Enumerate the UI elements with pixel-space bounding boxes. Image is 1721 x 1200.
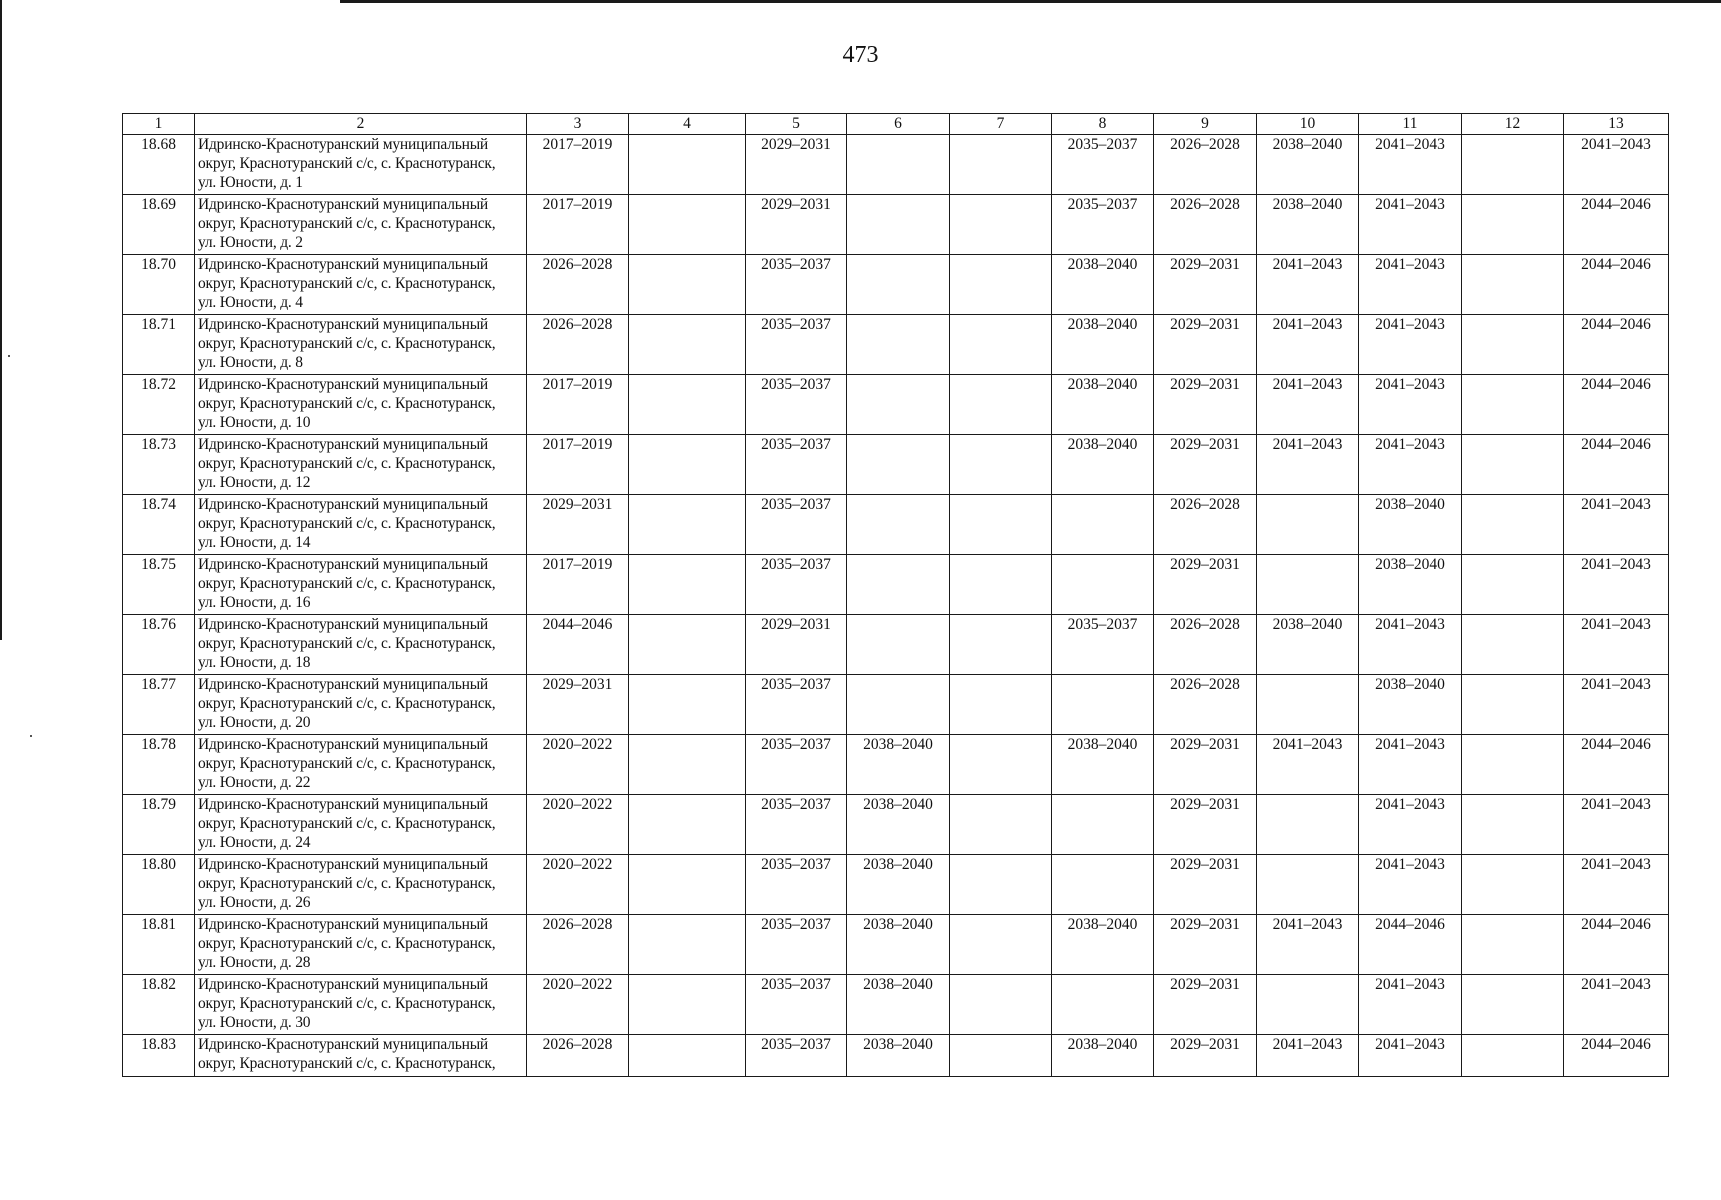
period-cell-col-9: 2026–2028 [1154,675,1257,735]
scan-speck [8,355,10,357]
period-cell-col-7 [950,915,1052,975]
scan-speck [30,735,32,737]
table-row [123,675,1669,735]
period-cell-col-3: 2029–2031 [527,675,629,735]
period-cell-col-4 [629,555,746,615]
period-cell-col-12 [1462,555,1564,615]
period-cell-col-6 [847,435,950,495]
address-line: округ, Краснотуранский с/с, с. Краснотуранск, [198,515,496,532]
period-cell-col-6: 2038–2040 [847,915,950,975]
period-cell-col-12 [1462,495,1564,555]
period-cell-col-9: 2029–2031 [1154,735,1257,795]
address-line: округ, Краснотуранский с/с, с. Краснотуранск, [198,155,496,172]
period-cell-col-6 [847,315,950,375]
period-cell-col-10 [1257,975,1359,1035]
period-cell-col-4 [629,795,746,855]
period-cell-col-3: 2026–2028 [527,255,629,315]
period-cell-col-4 [629,315,746,375]
period-cell-col-4 [629,675,746,735]
address-line: Идринско-Краснотуранский муниципальный [198,496,489,513]
period-cell-col-13: 2044–2046 [1564,315,1669,375]
address-cell [195,675,527,735]
row-number-cell: 18.68 [123,135,195,195]
period-cell-col-7 [950,195,1052,255]
period-cell-col-13: 2041–2043 [1564,855,1669,915]
table-row [123,915,1669,975]
period-cell-col-13: 2044–2046 [1564,375,1669,435]
period-cell-col-5: 2035–2037 [746,855,847,915]
period-cell-col-7 [950,435,1052,495]
period-cell-col-10: 2041–2043 [1257,735,1359,795]
column-header-3: 3 [527,114,629,135]
period-cell-col-7 [950,555,1052,615]
period-cell-col-11: 2041–2043 [1359,375,1462,435]
period-cell-col-3: 2020–2022 [527,975,629,1035]
period-cell-col-5: 2035–2037 [746,975,847,1035]
period-cell-col-12 [1462,135,1564,195]
address-line: округ, Краснотуранский с/с, с. Краснотуранск, [198,575,496,592]
address-cell [195,435,527,495]
period-cell-col-6 [847,675,950,735]
period-cell-col-4 [629,615,746,675]
period-cell-col-12 [1462,615,1564,675]
period-cell-col-7 [950,315,1052,375]
period-cell-col-10: 2041–2043 [1257,255,1359,315]
period-cell-col-8: 2038–2040 [1052,435,1154,495]
period-cell-col-6 [847,495,950,555]
period-cell-col-9: 2029–2031 [1154,255,1257,315]
address-line: ул. Юности, д. 14 [198,534,311,551]
address-line: ул. Юности, д. 22 [198,774,311,791]
period-cell-col-7 [950,615,1052,675]
period-cell-col-8: 2038–2040 [1052,915,1154,975]
period-cell-col-8: 2035–2037 [1052,615,1154,675]
period-cell-col-7 [950,1035,1052,1077]
address-line: Идринско-Краснотуранский муниципальный [198,196,489,213]
row-number-cell: 18.70 [123,255,195,315]
period-cell-col-8: 2038–2040 [1052,1035,1154,1077]
address-line: Идринско-Краснотуранский муниципальный [198,736,489,753]
address-line: округ, Краснотуранский с/с, с. Краснотуранск, [198,455,496,472]
address-line: Идринско-Краснотуранский муниципальный [198,316,489,333]
address-cell [195,615,527,675]
row-number-cell: 18.81 [123,915,195,975]
period-cell-col-11: 2044–2046 [1359,915,1462,975]
period-cell-col-6 [847,555,950,615]
period-cell-col-6: 2038–2040 [847,735,950,795]
table-row [123,615,1669,675]
column-header-8: 8 [1052,114,1154,135]
period-cell-col-9: 2029–2031 [1154,975,1257,1035]
period-cell-col-3: 2017–2019 [527,555,629,615]
period-cell-col-9: 2029–2031 [1154,915,1257,975]
period-cell-col-5: 2035–2037 [746,555,847,615]
period-cell-col-8: 2038–2040 [1052,735,1154,795]
period-cell-col-7 [950,135,1052,195]
address-cell [195,1035,527,1077]
period-cell-col-7 [950,975,1052,1035]
period-cell-col-8: 2038–2040 [1052,375,1154,435]
period-cell-col-5: 2035–2037 [746,315,847,375]
column-header-5: 5 [746,114,847,135]
period-cell-col-8 [1052,795,1154,855]
period-cell-col-4 [629,495,746,555]
period-cell-col-11: 2038–2040 [1359,555,1462,615]
period-cell-col-9: 2029–2031 [1154,855,1257,915]
address-cell [195,735,527,795]
column-header-10: 10 [1257,114,1359,135]
period-cell-col-3: 2026–2028 [527,1035,629,1077]
address-line: округ, Краснотуранский с/с, с. Краснотуранск, [198,815,496,832]
period-cell-col-4 [629,435,746,495]
address-cell [195,795,527,855]
address-line: Идринско-Краснотуранский муниципальный [198,136,489,153]
period-cell-col-5: 2029–2031 [746,195,847,255]
address-cell [195,315,527,375]
address-line: ул. Юности, д. 1 [198,174,303,191]
period-cell-col-13: 2044–2046 [1564,1035,1669,1077]
period-cell-col-12 [1462,915,1564,975]
address-line: Идринско-Краснотуранский муниципальный [198,796,489,813]
address-line: Идринско-Краснотуранский муниципальный [198,556,489,573]
address-line: Идринско-Краснотуранский муниципальный [198,376,489,393]
period-cell-col-11: 2041–2043 [1359,255,1462,315]
period-cell-col-8: 2038–2040 [1052,255,1154,315]
period-cell-col-13: 2044–2046 [1564,435,1669,495]
period-cell-col-3: 2029–2031 [527,495,629,555]
period-cell-col-10: 2041–2043 [1257,1035,1359,1077]
period-cell-col-11: 2041–2043 [1359,315,1462,375]
address-cell [195,855,527,915]
address-line: Идринско-Краснотуранский муниципальный [198,616,489,633]
period-cell-col-10 [1257,495,1359,555]
period-cell-col-13: 2044–2046 [1564,255,1669,315]
address-cell [195,495,527,555]
table-row [123,435,1669,495]
address-line: ул. Юности, д. 2 [198,234,303,251]
period-cell-col-8 [1052,555,1154,615]
table-header [123,114,1669,135]
period-cell-col-9: 2029–2031 [1154,1035,1257,1077]
address-line: округ, Краснотуранский с/с, с. Краснотуранск, [198,275,496,292]
address-line: ул. Юности, д. 26 [198,894,311,911]
address-line: Идринско-Краснотуранский муниципальный [198,856,489,873]
period-cell-col-5: 2035–2037 [746,255,847,315]
table-row [123,555,1669,615]
period-cell-col-3: 2020–2022 [527,855,629,915]
address-line: округ, Краснотуранский с/с, с. Краснотуранск, [198,635,496,652]
period-cell-col-10 [1257,795,1359,855]
period-cell-col-6: 2038–2040 [847,855,950,915]
period-cell-col-10: 2038–2040 [1257,615,1359,675]
period-cell-col-3: 2017–2019 [527,195,629,255]
table-row [123,1035,1669,1077]
period-cell-col-9: 2029–2031 [1154,375,1257,435]
period-cell-col-4 [629,915,746,975]
period-cell-col-9: 2029–2031 [1154,795,1257,855]
period-cell-col-12 [1462,795,1564,855]
table-row [123,195,1669,255]
address-line: ул. Юности, д. 28 [198,954,311,971]
column-header-1: 1 [123,114,195,135]
period-cell-col-10: 2041–2043 [1257,915,1359,975]
address-line: округ, Краснотуранский с/с, с. Краснотуранск, [198,215,496,232]
table-row [123,735,1669,795]
address-line: ул. Юности, д. 24 [198,834,311,851]
period-cell-col-4 [629,195,746,255]
address-cell [195,555,527,615]
period-cell-col-12 [1462,255,1564,315]
period-cell-col-8: 2038–2040 [1052,315,1154,375]
column-header-11: 11 [1359,114,1462,135]
period-cell-col-9: 2029–2031 [1154,315,1257,375]
address-line: ул. Юности, д. 12 [198,474,311,491]
period-cell-col-6: 2038–2040 [847,975,950,1035]
column-header-2: 2 [195,114,527,135]
period-cell-col-4 [629,1035,746,1077]
period-cell-col-7 [950,675,1052,735]
period-cell-col-10 [1257,675,1359,735]
period-cell-col-12 [1462,735,1564,795]
period-cell-col-7 [950,795,1052,855]
period-cell-col-10: 2041–2043 [1257,435,1359,495]
period-cell-col-13: 2044–2046 [1564,915,1669,975]
address-line: ул. Юности, д. 18 [198,654,311,671]
period-cell-col-7 [950,735,1052,795]
table-row [123,375,1669,435]
schedule-table [122,113,1669,1077]
row-number-cell: 18.77 [123,675,195,735]
period-cell-col-8: 2035–2037 [1052,195,1154,255]
address-line: ул. Юности, д. 8 [198,354,303,371]
period-cell-col-3: 2020–2022 [527,795,629,855]
period-cell-col-9: 2026–2028 [1154,135,1257,195]
address-line: округ, Краснотуранский с/с, с. Краснотуранск, [198,395,496,412]
period-cell-col-8 [1052,675,1154,735]
period-cell-col-11: 2038–2040 [1359,495,1462,555]
period-cell-col-3: 2026–2028 [527,915,629,975]
address-line: Идринско-Краснотуранский муниципальный [198,1036,489,1053]
period-cell-col-8 [1052,975,1154,1035]
period-cell-col-4 [629,135,746,195]
address-line: ул. Юности, д. 20 [198,714,311,731]
column-header-12: 12 [1462,114,1564,135]
period-cell-col-13: 2041–2043 [1564,675,1669,735]
top-border-line [340,0,1721,3]
period-cell-col-13: 2044–2046 [1564,195,1669,255]
period-cell-col-12 [1462,975,1564,1035]
table-row [123,255,1669,315]
row-number-cell: 18.82 [123,975,195,1035]
period-cell-col-7 [950,375,1052,435]
period-cell-col-10: 2041–2043 [1257,315,1359,375]
address-line: Идринско-Краснотуранский муниципальный [198,916,489,933]
period-cell-col-6 [847,195,950,255]
period-cell-col-3: 2020–2022 [527,735,629,795]
period-cell-col-6 [847,375,950,435]
period-cell-col-13: 2041–2043 [1564,495,1669,555]
address-cell [195,915,527,975]
column-header-9: 9 [1154,114,1257,135]
address-cell [195,975,527,1035]
period-cell-col-11: 2041–2043 [1359,975,1462,1035]
row-number-cell: 18.69 [123,195,195,255]
table-row [123,315,1669,375]
row-number-cell: 18.78 [123,735,195,795]
table-row [123,135,1669,195]
address-line: округ, Краснотуранский с/с, с. Краснотуранск, [198,695,496,712]
period-cell-col-5: 2029–2031 [746,615,847,675]
address-line: Идринско-Краснотуранский муниципальный [198,676,489,693]
period-cell-col-9: 2026–2028 [1154,495,1257,555]
address-line: округ, Краснотуранский с/с, с. Краснотуранск, [198,335,496,352]
period-cell-col-12 [1462,1035,1564,1077]
period-cell-col-13: 2041–2043 [1564,795,1669,855]
row-number-cell: 18.72 [123,375,195,435]
period-cell-col-6: 2038–2040 [847,795,950,855]
period-cell-col-10 [1257,855,1359,915]
period-cell-col-11: 2041–2043 [1359,135,1462,195]
address-line: округ, Краснотуранский с/с, с. Краснотуранск, [198,935,496,952]
table-row [123,495,1669,555]
period-cell-col-5: 2029–2031 [746,135,847,195]
period-cell-col-3: 2017–2019 [527,435,629,495]
period-cell-col-11: 2041–2043 [1359,795,1462,855]
period-cell-col-5: 2035–2037 [746,1035,847,1077]
period-cell-col-4 [629,735,746,795]
address-line: Идринско-Краснотуранский муниципальный [198,976,489,993]
period-cell-col-10: 2038–2040 [1257,135,1359,195]
period-cell-col-11: 2041–2043 [1359,855,1462,915]
address-cell [195,375,527,435]
period-cell-col-11: 2041–2043 [1359,615,1462,675]
address-line: ул. Юности, д. 10 [198,414,311,431]
period-cell-col-4 [629,975,746,1035]
column-header-6: 6 [847,114,950,135]
period-cell-col-5: 2035–2037 [746,795,847,855]
address-line: ул. Юности, д. 30 [198,1014,311,1031]
period-cell-col-6 [847,135,950,195]
period-cell-col-11: 2038–2040 [1359,675,1462,735]
period-cell-col-9: 2029–2031 [1154,555,1257,615]
period-cell-col-11: 2041–2043 [1359,195,1462,255]
period-cell-col-7 [950,255,1052,315]
address-cell [195,255,527,315]
period-cell-col-13: 2041–2043 [1564,135,1669,195]
period-cell-col-13: 2041–2043 [1564,975,1669,1035]
address-line: ул. Юности, д. 16 [198,594,311,611]
period-cell-col-13: 2041–2043 [1564,615,1669,675]
period-cell-col-12 [1462,195,1564,255]
row-number-cell: 18.76 [123,615,195,675]
header-row [123,114,1669,135]
row-number-cell: 18.79 [123,795,195,855]
column-header-13: 13 [1564,114,1669,135]
period-cell-col-9: 2026–2028 [1154,615,1257,675]
table-row [123,855,1669,915]
period-cell-col-11: 2041–2043 [1359,435,1462,495]
period-cell-col-11: 2041–2043 [1359,735,1462,795]
period-cell-col-12 [1462,675,1564,735]
period-cell-col-10: 2041–2043 [1257,375,1359,435]
row-number-cell: 18.71 [123,315,195,375]
table-row [123,975,1669,1035]
period-cell-col-4 [629,375,746,435]
period-cell-col-3: 2017–2019 [527,375,629,435]
period-cell-col-7 [950,495,1052,555]
period-cell-col-9: 2026–2028 [1154,195,1257,255]
period-cell-col-7 [950,855,1052,915]
address-line: Идринско-Краснотуранский муниципальный [198,436,489,453]
row-number-cell: 18.80 [123,855,195,915]
row-number-cell: 18.75 [123,555,195,615]
period-cell-col-3: 2026–2028 [527,315,629,375]
address-cell [195,195,527,255]
column-header-4: 4 [629,114,746,135]
page-number: 473 [842,42,879,68]
period-cell-col-10 [1257,555,1359,615]
column-header-7: 7 [950,114,1052,135]
period-cell-col-5: 2035–2037 [746,435,847,495]
row-number-cell: 18.74 [123,495,195,555]
period-cell-col-5: 2035–2037 [746,675,847,735]
period-cell-col-12 [1462,435,1564,495]
table-row [123,795,1669,855]
address-line: округ, Краснотуранский с/с, с. Краснотуранск, [198,875,496,892]
period-cell-col-13: 2044–2046 [1564,735,1669,795]
address-line: округ, Краснотуранский с/с, с. Краснотуранск, [198,1055,496,1072]
address-line: округ, Краснотуранский с/с, с. Краснотуранск, [198,995,496,1012]
period-cell-col-5: 2035–2037 [746,735,847,795]
period-cell-col-12 [1462,375,1564,435]
period-cell-col-11: 2041–2043 [1359,1035,1462,1077]
table-body [123,135,1669,1077]
period-cell-col-5: 2035–2037 [746,375,847,435]
address-cell [195,135,527,195]
period-cell-col-8 [1052,855,1154,915]
period-cell-col-5: 2035–2037 [746,915,847,975]
period-cell-col-8: 2035–2037 [1052,135,1154,195]
address-line: ул. Юности, д. 4 [198,294,303,311]
period-cell-col-8 [1052,495,1154,555]
address-line: округ, Краснотуранский с/с, с. Краснотуранск, [198,755,496,772]
left-border-line [0,0,2,640]
row-number-cell: 18.83 [123,1035,195,1077]
period-cell-col-6 [847,615,950,675]
period-cell-col-9: 2029–2031 [1154,435,1257,495]
period-cell-col-10: 2038–2040 [1257,195,1359,255]
period-cell-col-4 [629,855,746,915]
period-cell-col-4 [629,255,746,315]
period-cell-col-12 [1462,855,1564,915]
address-line: Идринско-Краснотуранский муниципальный [198,256,489,273]
period-cell-col-6: 2038–2040 [847,1035,950,1077]
period-cell-col-12 [1462,315,1564,375]
period-cell-col-13: 2041–2043 [1564,555,1669,615]
row-number-cell: 18.73 [123,435,195,495]
period-cell-col-3: 2017–2019 [527,135,629,195]
period-cell-col-5: 2035–2037 [746,495,847,555]
period-cell-col-3: 2044–2046 [527,615,629,675]
period-cell-col-6 [847,255,950,315]
